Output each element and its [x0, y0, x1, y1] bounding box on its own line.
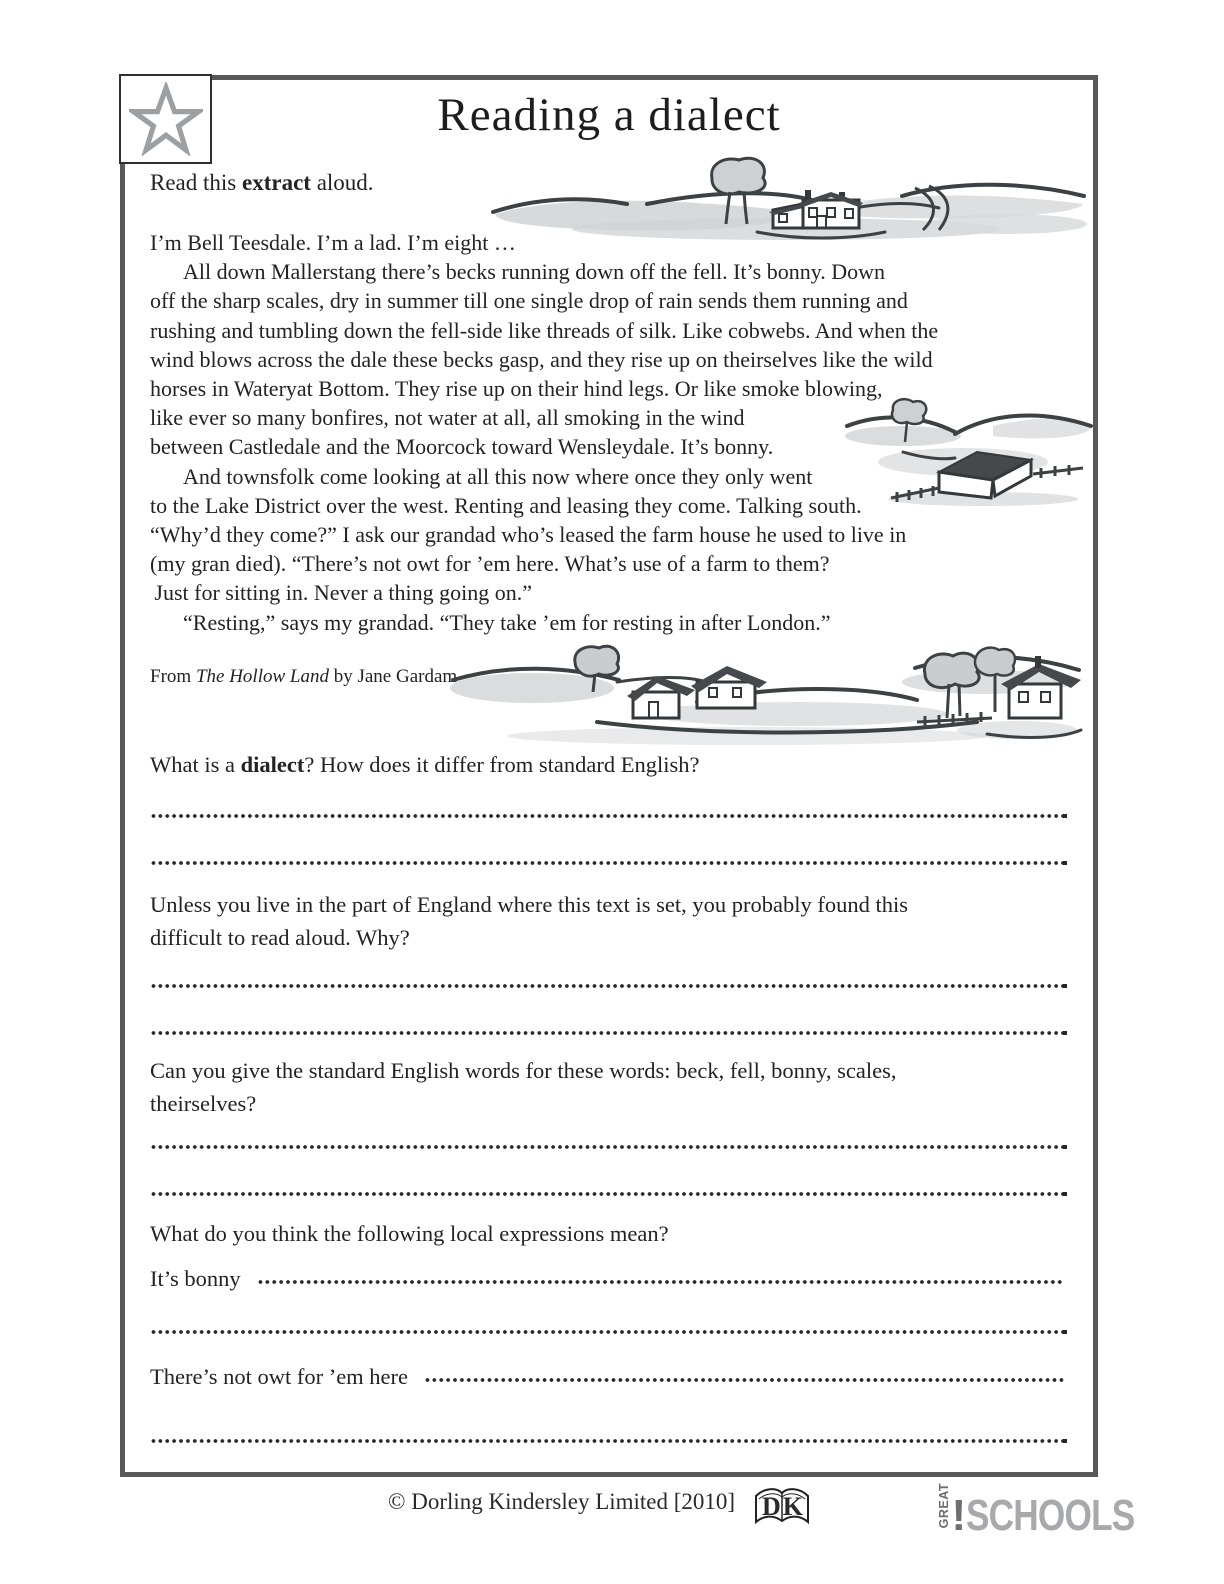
- copyright-text-span: © Dorling Kindersley Limited [2010]: [388, 1489, 736, 1514]
- hills-village-illustration-bottom: [447, 626, 1084, 752]
- question-1-bold-word: dialect: [240, 752, 305, 777]
- text-line: difficult to read aloud. Why?: [150, 925, 410, 950]
- text-line: between Castledale and the Moorcock toward Wensleydale. It’s bonny.: [150, 434, 774, 460]
- text-line: wind blows across the dale these becks gasp, and they rise up on theirselves like the wild: [150, 346, 933, 372]
- text-line: And townsfolk come looking at all this now where once they only went: [150, 463, 813, 489]
- text-line: to the Lake District over the west. Renting and leasing they come. Talking south.: [150, 492, 862, 518]
- question-2: [150, 888, 908, 954]
- expression-label: There’s not owt for ’em here: [150, 1364, 409, 1389]
- expression-row-owt: [150, 1364, 1064, 1390]
- expression-row-bonny: [150, 1266, 1064, 1292]
- text-line: (my gran died). “There’s not owt for ’em here. What’s use of a farm to them?: [150, 551, 830, 577]
- question-1-post: ? How does it differ from standard English?: [304, 752, 700, 777]
- answer-line: [150, 1030, 1064, 1036]
- worksheet-title: [120, 88, 1098, 142]
- text-line: off the sharp scales, dry in summer till one single drop of rain sends them running and: [150, 288, 908, 314]
- text-line: Can you give the standard English words for these words: beck, fell, bonny, scales,: [150, 1058, 897, 1083]
- text-line: horses in Wateryat Bottom. They rise up on their hind legs. Or like smoke blowing,: [150, 376, 883, 402]
- tree-icon: [712, 158, 765, 194]
- answer-line: [150, 1191, 1064, 1197]
- text-line: Unless you live in the part of England where this text is set, you probably found this: [150, 892, 909, 917]
- greatschools-great-text: GREAT: [937, 1483, 951, 1529]
- text-line: “Why’d they come?” I ask our grandad who’s leased the farm house he used to live in: [150, 522, 907, 548]
- answer-line: [150, 983, 1064, 989]
- attribution-post: by Jane Gardam: [328, 666, 458, 687]
- instruction-pre: Read this: [150, 170, 242, 195]
- question-1-pre: What is a: [150, 752, 241, 777]
- question-1: [150, 752, 699, 778]
- greatschools-logo: [937, 1483, 1177, 1541]
- star-icon: [129, 82, 203, 156]
- text-line: like ever so many bonfires, not water at all, all smoking in the wind: [150, 405, 745, 431]
- text-line: theirselves?: [150, 1091, 257, 1116]
- copyright-text: [388, 1489, 735, 1515]
- answer-line: [150, 1329, 1064, 1335]
- attribution-pre: From: [150, 666, 196, 687]
- instruction-text: [150, 170, 374, 196]
- answer-line: [150, 813, 1064, 819]
- question-4-header: [150, 1221, 669, 1247]
- question-3: [150, 1054, 897, 1120]
- expression-label: It’s bonny: [150, 1266, 241, 1291]
- hills-barn-illustration-middle: [843, 396, 1095, 508]
- text-line: All down Mallerstang there’s becks running down off the fell. It’s bonny. Down: [150, 259, 886, 285]
- answer-line: [150, 1438, 1064, 1444]
- answer-fill-line: [257, 1279, 1064, 1285]
- star-badge: [119, 74, 212, 164]
- greatschools-schools-text: SCHOOLS: [966, 1491, 1135, 1541]
- instruction-bold-word: extract: [242, 170, 311, 195]
- text-line: “Resting,” says my grandad. “They take ’em for resting in after London.”: [150, 609, 831, 635]
- text-line: I’m Bell Teesdale. I’m a lad. I’m eight …: [150, 230, 516, 255]
- answer-line: [150, 1144, 1064, 1150]
- instruction-post: aloud.: [310, 170, 374, 195]
- attribution-book-title: The Hollow Land: [195, 666, 329, 687]
- text-line: rushing and tumbling down the fell-side like threads of silk. Like cobwebs. And when the: [150, 317, 939, 343]
- text-line: Just for sitting in. Never a thing going on.”: [150, 580, 533, 606]
- answer-fill-line: [424, 1377, 1064, 1383]
- worksheet-title-text: Reading a dialect: [437, 89, 781, 141]
- dk-logo: [750, 1484, 814, 1534]
- answer-line: [150, 860, 1064, 866]
- source-attribution: [150, 666, 457, 688]
- dk-logo-letters: DK: [762, 1492, 805, 1521]
- question-4-text: What do you think the following local expressions mean?: [150, 1221, 669, 1246]
- greatschools-bang: !: [951, 1491, 967, 1541]
